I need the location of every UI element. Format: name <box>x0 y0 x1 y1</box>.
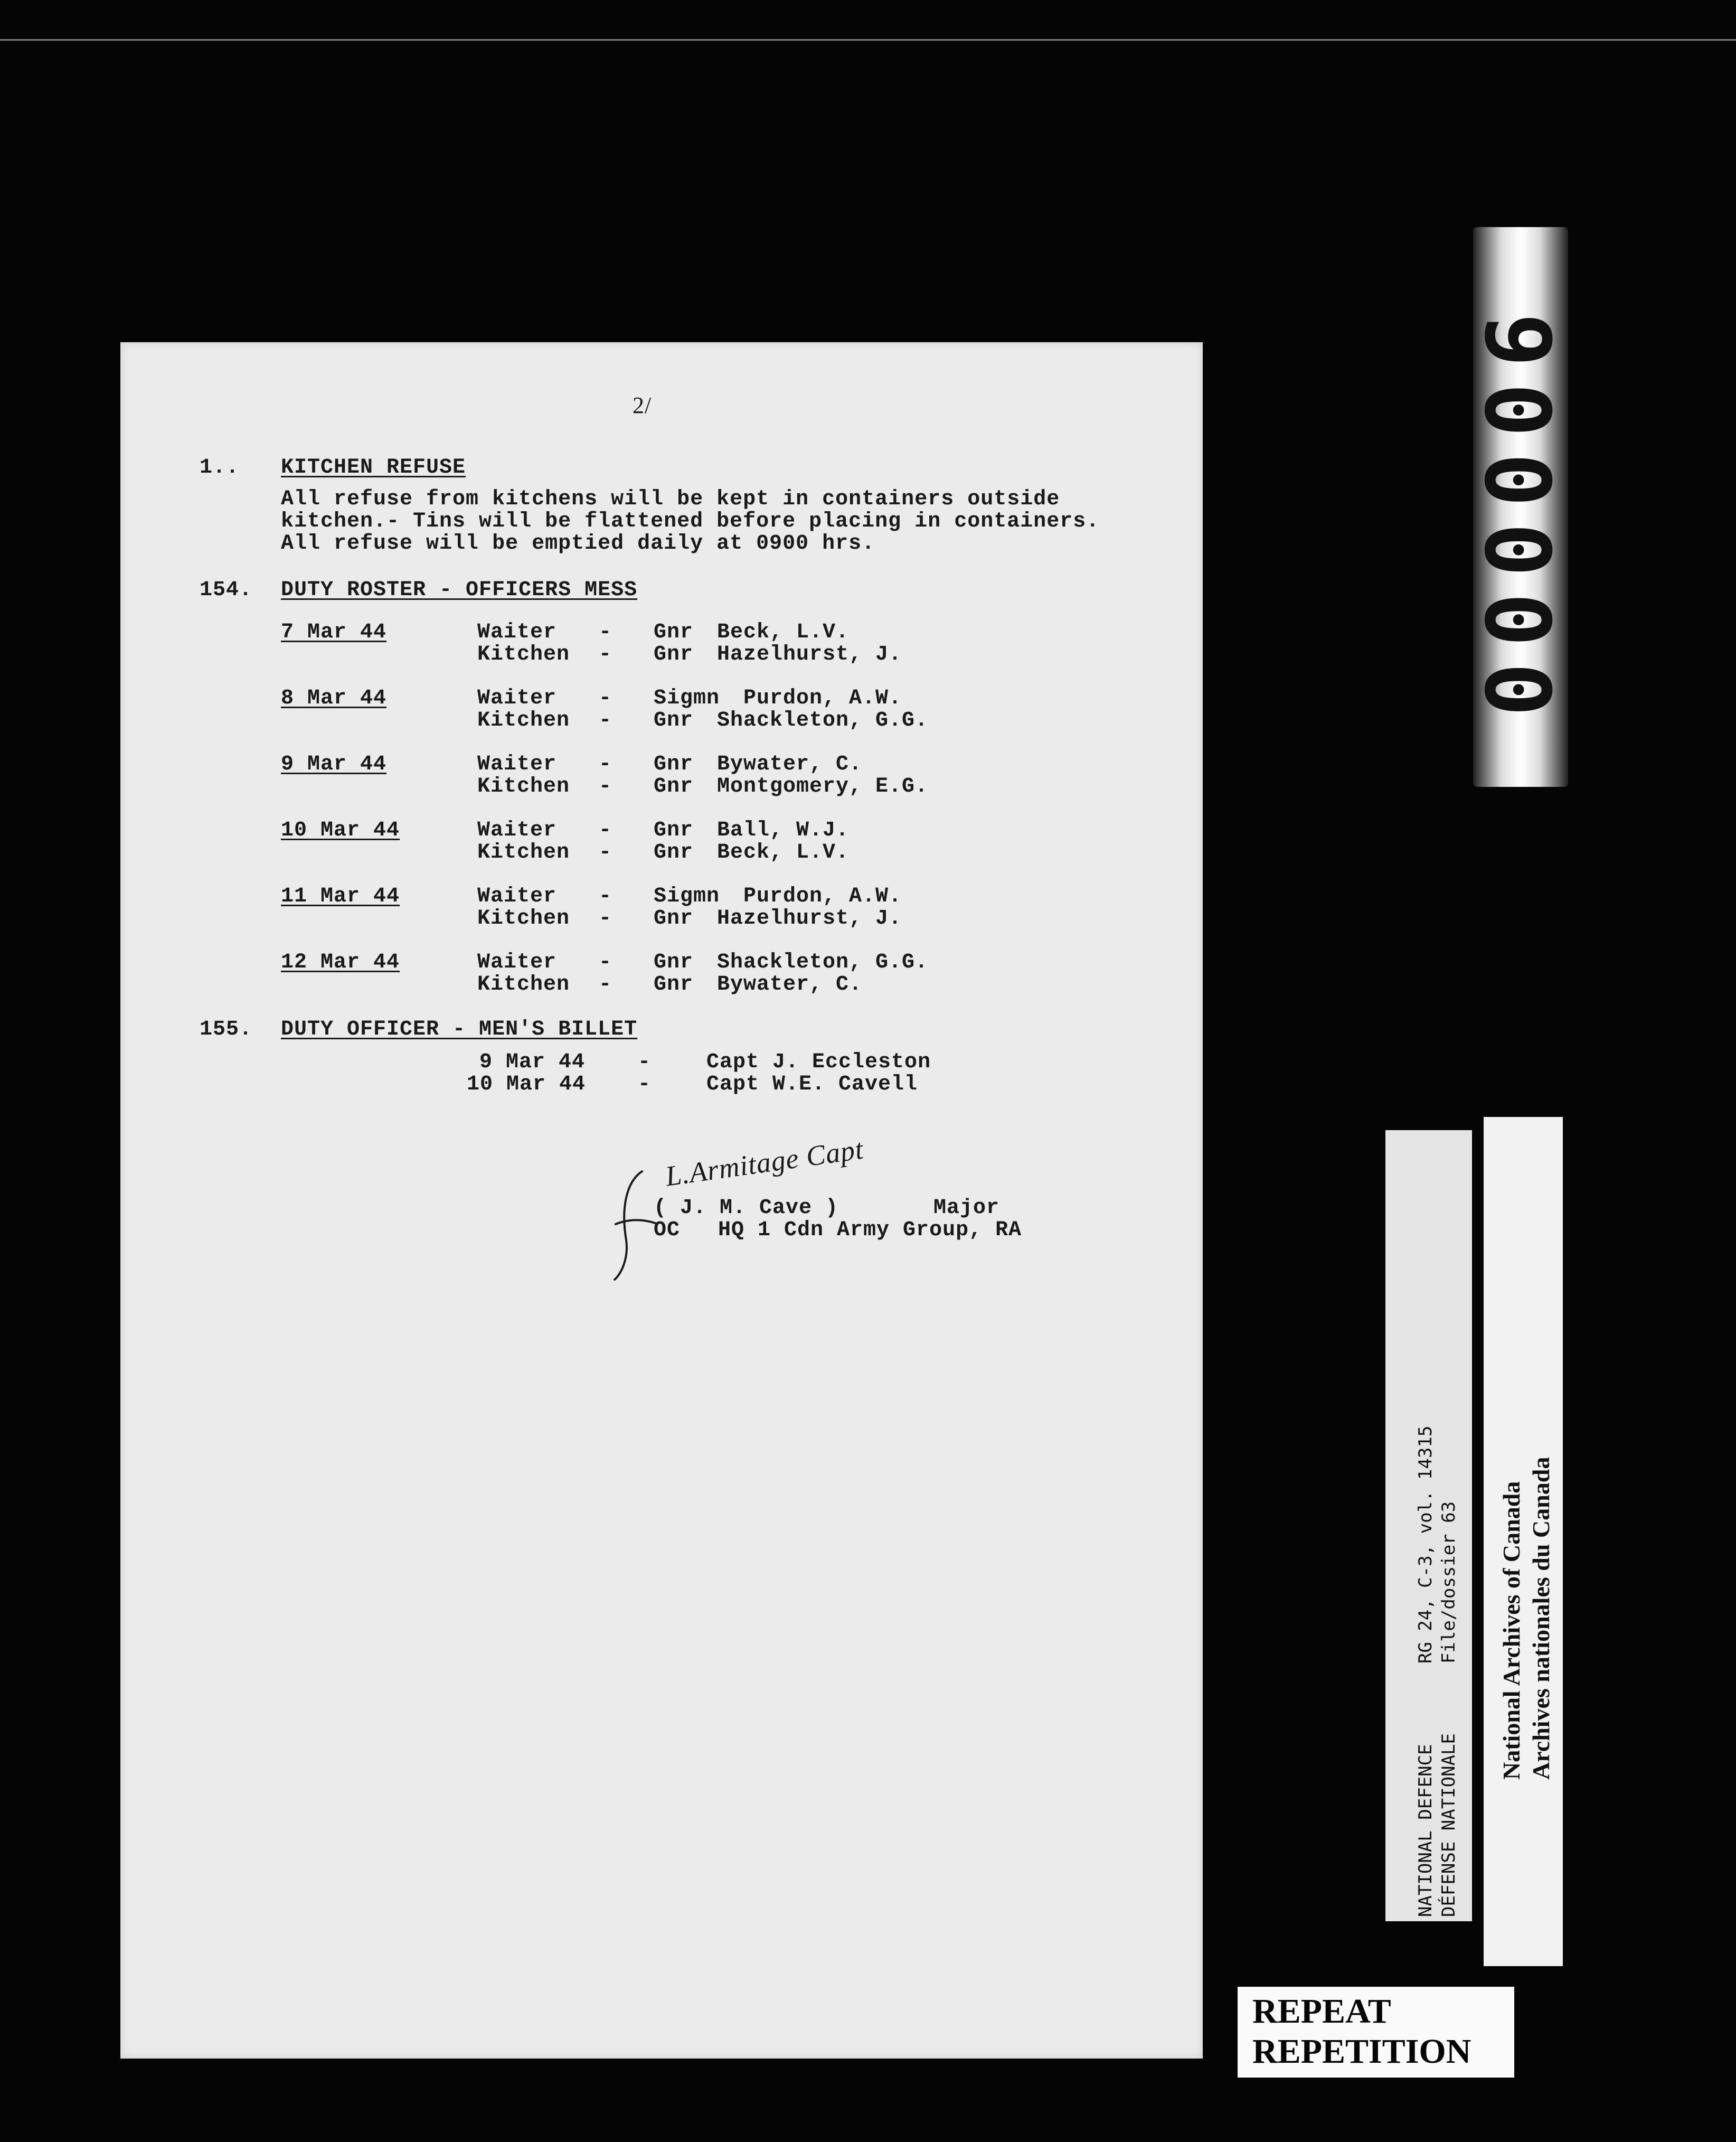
roster-rank: Gnr <box>654 819 694 842</box>
film-edge-line <box>0 39 1736 41</box>
roster-role: Kitchen <box>477 709 570 732</box>
roster-date: 12 Mar 44 <box>281 951 400 974</box>
roster-dash: - <box>599 621 612 644</box>
roster-name: Hazelhurst, J. <box>717 643 902 666</box>
roster-role: Waiter <box>477 819 557 842</box>
roster-rank: Sigmn <box>654 885 720 908</box>
archives-name-en: National Archives of Canada <box>1498 1481 1525 1780</box>
roster-name: Beck, L.V. <box>717 841 850 865</box>
roster-role: Waiter <box>477 687 557 710</box>
roster-dash: - <box>638 1073 652 1096</box>
signatory-rank: Major <box>933 1196 1000 1220</box>
roster-dash: - <box>599 885 612 908</box>
roster-rank: Gnr <box>654 775 694 798</box>
roster-dash: - <box>599 973 612 997</box>
roster-rank: Gnr <box>654 621 694 644</box>
section-heading: DUTY ROSTER - OFFICERS MESS <box>281 578 638 602</box>
roster-date: 11 Mar 44 <box>281 885 400 908</box>
signatory-unit: HQ 1 Cdn Army Group, RA <box>718 1218 1022 1242</box>
roster-dash: - <box>599 753 612 776</box>
roster-name: Shackleton, G.G. <box>717 709 929 732</box>
roster-name: Beck, L.V. <box>717 621 850 644</box>
roster-dash: - <box>599 775 612 798</box>
repeat-stamp <box>1238 1987 1514 2078</box>
signatory-prefix: OC <box>654 1218 681 1242</box>
roster-name: Bywater, C. <box>717 973 863 997</box>
officer-date: 10 Mar 44 <box>467 1073 586 1096</box>
roster-date: 9 Mar 44 <box>281 753 387 776</box>
stamp-line: REPEAT <box>1252 1992 1391 2031</box>
officer-name: Capt W.E. Cavell <box>706 1073 918 1096</box>
roster-dash: - <box>599 687 612 710</box>
section-heading: DUTY OFFICER - MEN'S BILLET <box>281 1018 638 1041</box>
body-line: All refuse from kitchens will be kept in containers outside <box>281 487 1060 511</box>
roster-date: 10 Mar 44 <box>281 819 400 842</box>
handwritten-signature: L.Armitage Capt <box>663 1133 866 1192</box>
officer-date: 9 Mar 44 <box>479 1050 586 1074</box>
frame-counter <box>1468 227 1573 787</box>
officer-name: Capt J. Eccleston <box>706 1050 931 1074</box>
roster-role: Waiter <box>477 885 557 908</box>
roster-name: Hazelhurst, J. <box>717 907 902 931</box>
roster-dash: - <box>638 1050 652 1074</box>
roster-role: Kitchen <box>477 973 570 997</box>
roster-role: Kitchen <box>477 841 570 865</box>
roster-rank: Gnr <box>654 973 694 997</box>
roster-date: 8 Mar 44 <box>281 687 387 710</box>
archive-reference-line: RG 24, C-3, vol. 14315 <box>1415 1425 1436 1664</box>
roster-name: Ball, W.J. <box>717 819 850 842</box>
signatory-name: ( J. M. Cave ) <box>654 1196 839 1220</box>
archives-name-fr: Archives nationales du Canada <box>1527 1457 1554 1780</box>
roster-dash: - <box>599 819 612 842</box>
roster-rank: Gnr <box>654 753 694 776</box>
roster-name: Shackleton, G.G. <box>717 951 929 974</box>
roster-name: Montgomery, E.G. <box>717 775 929 798</box>
roster-rank: Gnr <box>654 709 694 732</box>
roster-role: Kitchen <box>477 643 570 666</box>
roster-dash: - <box>599 709 612 732</box>
section-number: 1.. <box>200 456 240 480</box>
body-line: All refuse will be emptied daily at 0900 hrs. <box>281 532 875 556</box>
document-page <box>120 342 1203 2059</box>
roster-role: Waiter <box>477 951 557 974</box>
roster-rank: Gnr <box>654 841 694 865</box>
roster-rank: Sigmn <box>654 687 720 710</box>
roster-role: Kitchen <box>477 907 570 931</box>
roster-role: Waiter <box>477 753 557 776</box>
section-number: 155. <box>200 1018 253 1041</box>
department-name-en: NATIONAL DEFENCE <box>1415 1744 1436 1917</box>
section-number: 154. <box>200 578 253 602</box>
body-line: kitchen.- Tins will be flattened before placing in containers. <box>281 510 1100 533</box>
roster-name: Purdon, A.W. <box>743 885 902 908</box>
roster-rank: Gnr <box>654 643 694 666</box>
roster-name: Purdon, A.W. <box>743 687 902 710</box>
roster-role: Kitchen <box>477 775 570 798</box>
roster-date: 7 Mar 44 <box>281 621 387 644</box>
roster-dash: - <box>599 951 612 974</box>
roster-dash: - <box>599 907 612 931</box>
department-name-fr: DÉFENSE NATIONALE <box>1438 1733 1459 1917</box>
roster-rank: Gnr <box>654 951 694 974</box>
roster-role: Waiter <box>477 621 557 644</box>
roster-name: Bywater, C. <box>717 753 863 776</box>
frame-number: 000006 <box>1468 297 1573 717</box>
roster-rank: Gnr <box>654 907 694 931</box>
handwritten-page-number: 2/ <box>633 392 652 418</box>
archive-reference-label <box>1385 1130 1472 1921</box>
stamp-line: REPETITION <box>1252 2032 1471 2071</box>
roster-dash: - <box>599 643 612 666</box>
archive-reference-line: File/dossier 63 <box>1438 1501 1459 1664</box>
section-heading: KITCHEN REFUSE <box>281 456 466 480</box>
archives-label <box>1484 1117 1563 1966</box>
roster-dash: - <box>599 841 612 865</box>
